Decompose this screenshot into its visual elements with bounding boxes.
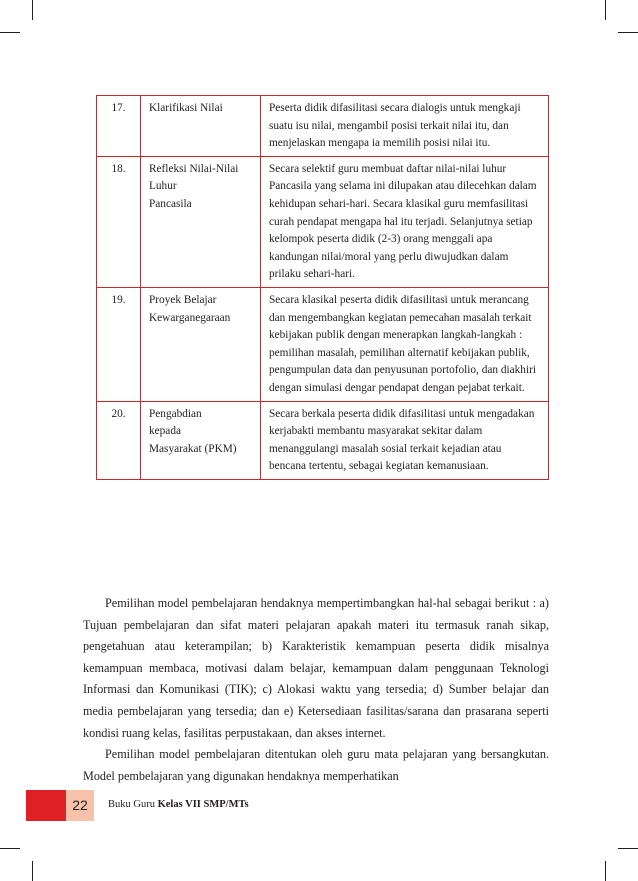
model-name-line: Klarifikasi Nilai [149,102,223,114]
footer-prefix: Buku Guru [108,799,158,810]
model-description: Secara selektif guru membuat daftar nilai-nilai luhur Pancasila yang selama ini dilupakan atau dilecehkan dalam kehidupan sehari-hari. Secara klasikal guru memfasilitasi curah pendapat mengapa hal itu terjadi. Selanjutnya setiap kelompok peserta didik (2-3) orang menggali apa kandungan nilai/moral yang perlu diwujudkan dalam prilaku sehari-hari. [261,156,549,287]
paragraph: Pemilihan model pembelajaran ditentukan oleh guru mata pelajaran yang bersangkutan. Model pembelajaran yang digunakan hendaknya memperhatikan [83,747,549,783]
body-text [83,593,549,787]
crop-mark [605,0,606,20]
crop-mark [605,861,606,881]
table-row [97,401,549,479]
row-number: 19. [97,287,141,401]
crop-mark [618,848,638,849]
row-number: 18. [97,156,141,287]
model-name-line: Pengabdian [149,407,202,420]
model-name [141,287,261,401]
row-number: 17. [97,96,141,157]
model-description: Peserta didik difasilitasi secara dialogis untuk mengkaji suatu isu nilai, mengambil posisi terkait nilai itu, dan menjelaskan mengapa ia memilih posisi nilai itu. [261,96,549,157]
running-footer [108,799,249,810]
model-name-line: kepada [149,425,181,438]
model-name [141,156,261,287]
row-number: 20. [97,401,141,479]
model-name-line: Masyarakat (PKM) [149,442,237,455]
learning-models-table [96,95,549,480]
crop-mark [32,0,33,20]
crop-mark [618,32,638,33]
model-name-line: Refleksi Nilai-Nilai [149,162,239,175]
crop-mark [0,32,20,33]
model-description: Secara klasikal peserta didik difasilitasi untuk merancang dan mengembangkan kegiatan pemecahan masalah terkait kebijakan publik dengan menerapkan langkah-langkah : pemilihan masalah, pemilihan alternatif kebijakan publik, pengumpulan data dan penyusunan portofolio, dan diakhiri dengan simulasi dengar pendapat dengan pejabat terkait. [261,287,549,401]
footer-book-title: Kelas VII SMP/MTs [157,799,249,810]
model-name-line: Pancasila [149,197,192,210]
crop-mark [0,848,20,849]
model-description: Secara berkala peserta didik difasilitasi untuk mengadakan kerjabakti membantu masyarakat sekitar dalam menanggulangi masalah sosial terkait kejadian atau bencana tertentu, sebagai kegiatan kemanusiaan. [261,401,549,479]
model-name-line: Kewarganegaraan [149,311,231,324]
model-name-line: Proyek Belajar [149,293,217,306]
model-name-line: Luhur [149,180,177,193]
table-row [97,156,549,287]
crop-mark [32,861,33,881]
paragraph: Pemilihan model pembelajaran hendaknya mempertimbangkan hal-hal sebagai berikut : a) Tujuan pembelajaran dan sifat materi pelajaran apakah materi itu termasuk ranah sikap, pengetahuan atau keterampilan; b) Karakteristik kemampuan peserta didik misalnya kemampuan membaca, motivasi dalam belajar, kemampuan dalam penggunaan Teknologi Informasi dan Komunikasi (TIK); c) Alokasi waktu yang tersedia; d) Sumber belajar dan media pembelajaran yang tersedia; dan e) Ketersediaan fasilitas/sarana dan prasarana seperti kondisi ruang kelas, fasilitas perpustakaan, dan akses internet. [83,596,549,740]
page-number: 22 [66,790,94,821]
table-row [97,287,549,401]
model-name [141,401,261,479]
model-name [141,96,261,157]
table-row [97,96,549,157]
